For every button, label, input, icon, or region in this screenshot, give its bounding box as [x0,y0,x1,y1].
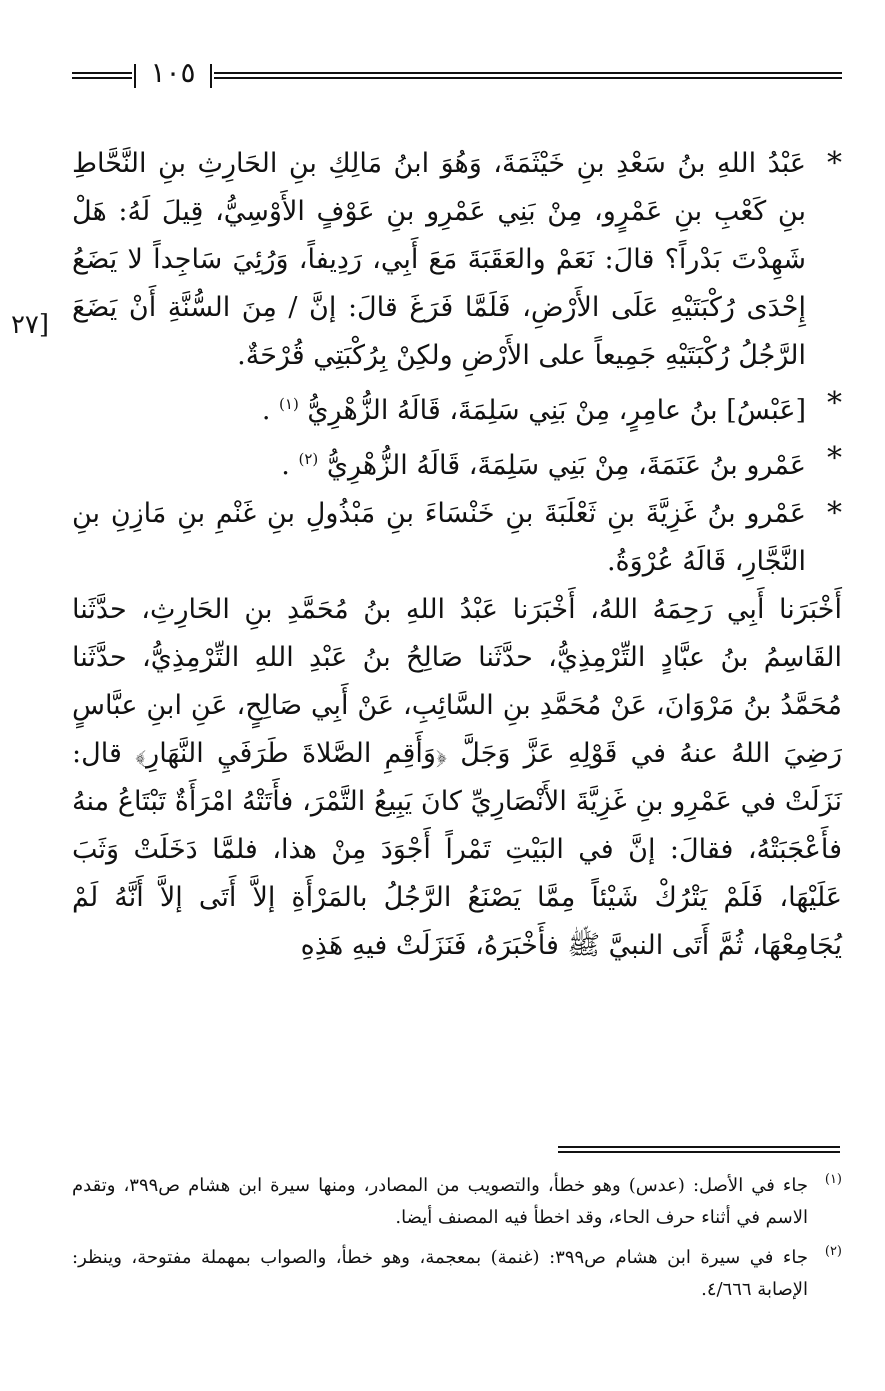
margin-page-marker: [٢٧ [10,310,50,340]
footnote [72,1242,842,1306]
footnote-number: (٢) [824,1244,842,1259]
footnote-text: جاء في الأصل: (عدس) وهو خطأ، والتصويب من المصادر، ومنها سيرة ابن هشام ص٣٩٩، وتقدم الاسم في أثناء حرف الحاء، وقد اخطأ فيه المصنف أيضا. [72,1175,809,1228]
footnote-number: (١) [824,1172,842,1187]
page-header [0,56,885,94]
bullet-star: * [827,386,842,421]
bullet-star: * [827,146,842,181]
entry-tail: . [281,450,290,481]
footnote-separator [558,1146,840,1153]
header-rule-left [72,72,132,79]
footnote [72,1170,842,1234]
footnotes [72,1170,842,1314]
entry-item [72,435,842,490]
bullet-star: * [827,441,842,476]
footnote-text: جاء في سيرة ابن هشام ص٣٩٩: (غنمة) بمعجمة، وهو خطأ، والصواب بمهملة مفتوحة، وينظر: الإصابة ٤/٦٦٦. [72,1247,808,1300]
header-divider [210,64,212,88]
footnote-marker: (٢) [298,450,319,468]
page-number: ١٠٥ [150,56,196,89]
entry-item [72,140,842,380]
entry-text: عَمْرو بنُ غَزِيَّةَ بنِ ثَعْلَبَةَ بنِ خَنْسَاءَ بنِ مَبْذُولِ بنِ غَنْمِ بنِ مَازِنِ بنِ النَّجَّارِ، قَالَهُ عُرْوَةُ. [72,498,806,577]
entry-item [72,490,842,586]
header-rule-right [214,72,842,79]
entry-item [72,380,842,435]
narration-paragraph: أَخْبَرَنا أَبِي رَحِمَهُ اللهُ، أَخْبَرَنا عَبْدُ اللهِ بنُ مُحَمَّدِ بنِ الحَارِثِ، حدَّثَنا القَاسِمُ بنُ عبَّادٍ التِّرْمِذِيُّ، حدَّثَنا صَالِحُ بنُ عَبْدِ اللهِ التِّرْمِذِيُّ، حدَّثَنا مُحَمَّدُ بنُ مَرْوَانَ، عَنْ مُحَمَّدِ بنِ السَّائِبِ، عَنْ أَبِي صَالِحٍ، عَنِ ابنِ عبَّاسٍ رَضِيَ اللهُ عنهُ في قَوْلِهِ عَزَّ وَجَلَّ ﴿وَأَقِمِ الصَّلاةَ طَرَفَيِ النَّهَارِ﴾ قال: نَزَلَتْ في عَمْرِو بنِ غَزِيَّةَ الأَنْصَارِيِّ كانَ يَبِيعُ التَّمْرَ، فأَتَتْهُ امْرَأَةٌ تَبْتَاعُ منهُ فأَعْجَبَتْهُ، فقالَ: إنَّ في البَيْتِ تَمْراً أَجْوَدَ مِنْ هذا، فلمَّا دَخَلَتْ وَثَبَ عَلَيْهَا، فَلَمْ يَتْرُكْ شَيْئاً مِمَّا يَصْنَعُ الرَّجُلُ بالمَرْأَةِ إلاَّ أَتَى إلاَّ أَنَّهُ لَمْ يُجَامِعْهَا، ثُمَّ أَتَى النبيَّ ﷺ فأَخْبَرَهُ، فَنَزَلَتْ فيهِ هَذِهِ [72,594,842,961]
footnote-marker: (١) [279,395,299,413]
entry-tail: . [261,395,271,426]
entry-text: عَمْرو بنُ عَنَمَةَ، مِنْ بَنِي سَلِمَةَ، قَالَهُ الزُّهْرِيُّ [326,450,806,481]
header-divider [134,64,136,88]
entry-text: [عَبْسُ] بنُ عامِرٍ، مِنْ بَنِي سَلِمَةَ، قَالَهُ الزُّهْرِيُّ [307,395,806,426]
entry-text: عَبْدُ اللهِ بنُ سَعْدِ بنِ خَيْثَمَةَ، وَهُوَ ابنُ مَالِكِ بنِ الحَارِثِ بنِ النَّحَّاطِ بنِ كَعْبِ بنِ عَمْرٍو، مِنْ بَنِي عَمْرِو بنِ عَوْفٍ الأَوْسِيُّ، قِيلَ لَهُ: هَلْ شَهِدْتَ بَدْراً؟ قالَ: نَعَمْ والعَقَبَةَ مَعَ أَبِي، رَدِيفاً، وَرُئِيَ سَاجِداً لا يَضَعُ إِحْدَى رُكْبَتَيْهِ عَلَى الأَرْضِ، فَلَمَّا فَرَغَ قالَ: إنَّ / مِنَ السُّنَّةِ أَنْ يَضَعَ الرَّجُلُ رُكْبَتَيْهِ جَمِيعاً على الأَرْضِ ولكِنْ بِرُكْبَتِي قُرْحَةٌ. [72,148,806,371]
main-text [72,140,842,970]
bullet-star: * [827,496,842,531]
